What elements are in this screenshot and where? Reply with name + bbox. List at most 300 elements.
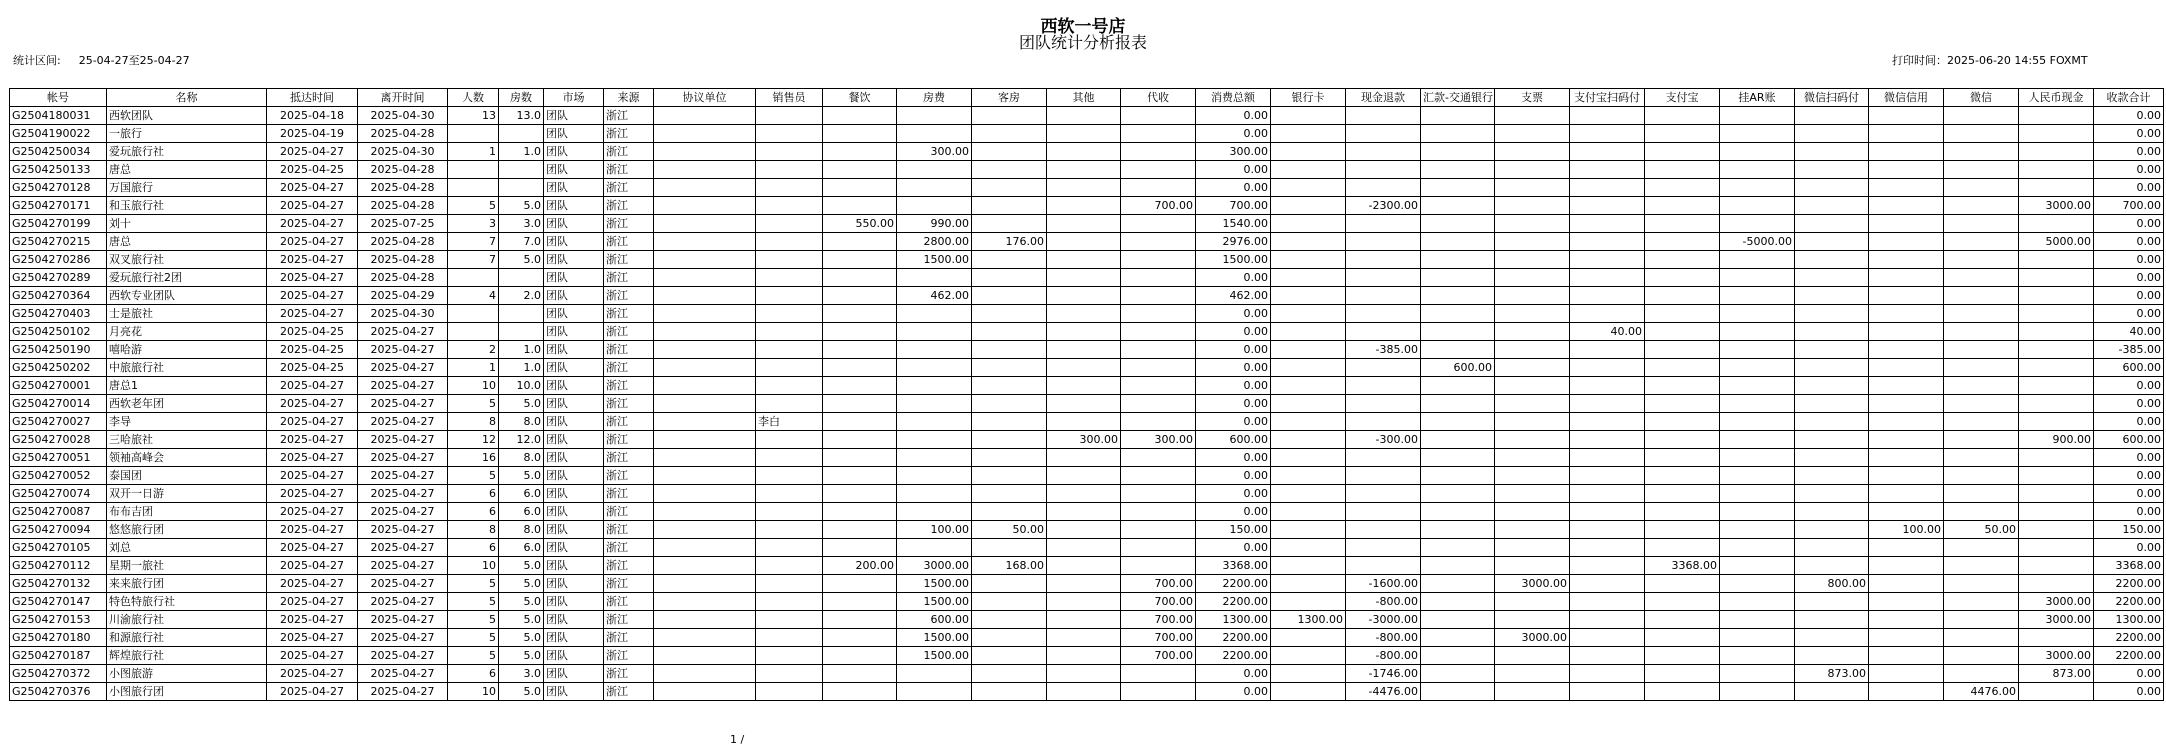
table-cell: 550.00 xyxy=(823,215,897,233)
table-cell xyxy=(1346,323,1421,341)
table-cell xyxy=(1944,305,2019,323)
table-cell: G2504250133 xyxy=(10,161,107,179)
table-cell: 0.00 xyxy=(2094,233,2164,251)
table-row xyxy=(10,557,2164,575)
table-cell: 3000.00 xyxy=(2019,593,2094,611)
column-header: 微信扫码付 xyxy=(1795,89,1869,107)
table-cell xyxy=(897,413,972,431)
table-cell xyxy=(823,287,897,305)
table-cell: 2200.00 xyxy=(2094,629,2164,647)
table-cell: 0.00 xyxy=(2094,161,2164,179)
table-cell xyxy=(972,593,1047,611)
table-cell xyxy=(1570,359,1645,377)
table-cell xyxy=(1720,251,1795,269)
table-cell xyxy=(654,449,756,467)
table-cell xyxy=(2019,107,2094,125)
table-cell: 2976.00 xyxy=(1196,233,1271,251)
table-cell: G2504270051 xyxy=(10,449,107,467)
table-cell: 浙江 xyxy=(604,557,654,575)
table-cell xyxy=(1271,647,1346,665)
table-cell xyxy=(1047,179,1121,197)
table-cell xyxy=(2019,413,2094,431)
table-cell xyxy=(756,107,823,125)
table-cell xyxy=(1645,395,1720,413)
table-cell: 700.00 xyxy=(1121,611,1196,629)
table-cell: 0.00 xyxy=(2094,503,2164,521)
table-cell xyxy=(1795,125,1869,143)
table-cell: 2200.00 xyxy=(1196,575,1271,593)
table-cell: 2025-04-27 xyxy=(358,521,448,539)
table-cell xyxy=(756,431,823,449)
table-cell: 0.00 xyxy=(1196,683,1271,701)
table-cell xyxy=(1421,233,1495,251)
table-cell xyxy=(1570,539,1645,557)
table-cell xyxy=(972,359,1047,377)
table-cell: 1500.00 xyxy=(897,575,972,593)
table-cell: 浙江 xyxy=(604,413,654,431)
table-cell xyxy=(823,341,897,359)
table-cell: G2504270001 xyxy=(10,377,107,395)
table-cell xyxy=(1495,233,1570,251)
table-cell xyxy=(897,485,972,503)
table-cell xyxy=(1869,107,1944,125)
table-cell xyxy=(1495,251,1570,269)
table-cell xyxy=(654,287,756,305)
table-cell: 2025-04-27 xyxy=(358,485,448,503)
table-row xyxy=(10,575,2164,593)
table-cell: 2025-04-29 xyxy=(358,287,448,305)
table-cell: 13 xyxy=(448,107,499,125)
table-cell xyxy=(756,341,823,359)
table-cell xyxy=(1495,125,1570,143)
table-cell xyxy=(1570,197,1645,215)
table-cell: 873.00 xyxy=(1795,665,1869,683)
table-cell: 6.0 xyxy=(499,503,544,521)
table-cell xyxy=(1570,143,1645,161)
table-cell: 小图旅行团 xyxy=(107,683,267,701)
table-row xyxy=(10,683,2164,701)
table-cell xyxy=(1495,413,1570,431)
table-cell: 团队 xyxy=(544,575,604,593)
table-cell: 浙江 xyxy=(604,431,654,449)
table-cell xyxy=(1570,377,1645,395)
table-cell xyxy=(972,413,1047,431)
table-cell: 团队 xyxy=(544,521,604,539)
table-cell: 2025-04-28 xyxy=(358,125,448,143)
table-cell: 8.0 xyxy=(499,413,544,431)
table-cell: 3000.00 xyxy=(2019,611,2094,629)
table-cell xyxy=(972,647,1047,665)
table-cell xyxy=(972,269,1047,287)
table-cell xyxy=(756,215,823,233)
table-cell: 700.00 xyxy=(1121,647,1196,665)
table-cell xyxy=(2019,125,2094,143)
table-cell: G2504250102 xyxy=(10,323,107,341)
table-cell xyxy=(1346,413,1421,431)
table-cell xyxy=(2019,449,2094,467)
table-cell: 士是旅社 xyxy=(107,305,267,323)
table-cell xyxy=(1495,269,1570,287)
table-cell: 2025-04-27 xyxy=(267,575,358,593)
table-cell xyxy=(1795,161,1869,179)
table-cell: 2025-04-27 xyxy=(358,647,448,665)
table-cell xyxy=(1047,467,1121,485)
table-cell xyxy=(1869,665,1944,683)
table-cell xyxy=(1869,143,1944,161)
table-cell xyxy=(654,593,756,611)
table-cell xyxy=(1047,395,1121,413)
table-cell xyxy=(1944,251,2019,269)
table-cell: 2025-04-27 xyxy=(267,233,358,251)
table-cell xyxy=(1346,395,1421,413)
table-cell xyxy=(1944,467,2019,485)
table-cell xyxy=(1121,377,1196,395)
table-cell xyxy=(2019,287,2094,305)
table-cell xyxy=(1869,575,1944,593)
table-cell xyxy=(823,611,897,629)
table-cell xyxy=(1795,359,1869,377)
table-cell xyxy=(654,683,756,701)
table-cell: 0.00 xyxy=(1196,449,1271,467)
table-cell xyxy=(1421,575,1495,593)
period-label: 统计区间: xyxy=(13,54,61,67)
table-cell: 4 xyxy=(448,287,499,305)
table-cell xyxy=(823,125,897,143)
table-cell xyxy=(1495,377,1570,395)
table-cell: 40.00 xyxy=(2094,323,2164,341)
table-cell xyxy=(1047,143,1121,161)
table-cell: 团队 xyxy=(544,323,604,341)
table-cell: 浙江 xyxy=(604,377,654,395)
table-cell: -385.00 xyxy=(2094,341,2164,359)
table-cell xyxy=(1271,665,1346,683)
table-cell: 团队 xyxy=(544,125,604,143)
table-cell xyxy=(1271,251,1346,269)
table-cell xyxy=(1869,629,1944,647)
table-cell xyxy=(2019,557,2094,575)
table-cell: 1 xyxy=(448,359,499,377)
table-cell: 2200.00 xyxy=(2094,575,2164,593)
table-cell: 2025-04-27 xyxy=(267,683,358,701)
table-cell xyxy=(897,107,972,125)
table-cell xyxy=(1047,683,1121,701)
table-cell xyxy=(756,305,823,323)
table-cell xyxy=(823,521,897,539)
table-cell: G2504270074 xyxy=(10,485,107,503)
table-cell xyxy=(1570,485,1645,503)
table-cell xyxy=(1795,431,1869,449)
table-cell: 一旅行 xyxy=(107,125,267,143)
table-cell xyxy=(823,683,897,701)
table-cell xyxy=(823,467,897,485)
table-cell xyxy=(972,251,1047,269)
table-cell xyxy=(654,521,756,539)
table-cell: 团队 xyxy=(544,539,604,557)
table-cell: 2025-04-27 xyxy=(358,683,448,701)
table-cell: 浙江 xyxy=(604,683,654,701)
table-cell: 5 xyxy=(448,467,499,485)
table-cell xyxy=(1421,593,1495,611)
table-row xyxy=(10,197,2164,215)
table-cell xyxy=(1047,161,1121,179)
table-cell: 0.00 xyxy=(1196,539,1271,557)
table-cell xyxy=(1645,575,1720,593)
table-cell: 2025-04-27 xyxy=(267,629,358,647)
table-cell xyxy=(756,179,823,197)
table-cell xyxy=(2019,179,2094,197)
table-cell xyxy=(1495,647,1570,665)
table-cell xyxy=(1346,557,1421,575)
table-cell xyxy=(1869,125,1944,143)
table-cell xyxy=(756,143,823,161)
table-cell xyxy=(1421,107,1495,125)
table-cell xyxy=(756,377,823,395)
table-cell xyxy=(823,665,897,683)
table-cell xyxy=(972,395,1047,413)
table-cell xyxy=(823,323,897,341)
table-cell: 团队 xyxy=(544,377,604,395)
table-cell: 3368.00 xyxy=(1196,557,1271,575)
table-cell: 2025-04-27 xyxy=(267,485,358,503)
table-cell: 8.0 xyxy=(499,521,544,539)
table-cell: 0.00 xyxy=(2094,395,2164,413)
table-cell xyxy=(1944,413,2019,431)
table-cell xyxy=(1495,611,1570,629)
table-cell xyxy=(1944,323,2019,341)
table-cell xyxy=(1720,485,1795,503)
table-cell xyxy=(2019,683,2094,701)
table-cell: 0.00 xyxy=(1196,359,1271,377)
table-cell xyxy=(2019,215,2094,233)
table-cell xyxy=(1421,287,1495,305)
table-cell: 团队 xyxy=(544,503,604,521)
table-cell xyxy=(1869,179,1944,197)
table-cell xyxy=(448,125,499,143)
table-cell xyxy=(1944,485,2019,503)
table-cell: 2025-04-27 xyxy=(267,647,358,665)
table-cell: 0.00 xyxy=(2094,485,2164,503)
table-cell xyxy=(1944,593,2019,611)
table-cell xyxy=(1944,647,2019,665)
table-cell xyxy=(1570,521,1645,539)
table-cell xyxy=(1570,305,1645,323)
table-cell xyxy=(1047,269,1121,287)
table-cell xyxy=(1047,125,1121,143)
table-cell: 2025-04-27 xyxy=(358,449,448,467)
table-cell xyxy=(1720,683,1795,701)
table-cell: 5.0 xyxy=(499,683,544,701)
table-cell xyxy=(1271,179,1346,197)
table-cell xyxy=(972,611,1047,629)
table-cell: G2504180031 xyxy=(10,107,107,125)
table-cell xyxy=(654,395,756,413)
table-cell: 团队 xyxy=(544,467,604,485)
table-cell xyxy=(1720,269,1795,287)
table-cell: 0.00 xyxy=(1196,179,1271,197)
table-cell: 1.0 xyxy=(499,359,544,377)
table-cell: 2025-04-25 xyxy=(267,323,358,341)
table-cell: 2025-04-27 xyxy=(358,557,448,575)
table-cell xyxy=(1570,107,1645,125)
table-cell xyxy=(823,179,897,197)
table-cell xyxy=(1869,485,1944,503)
table-cell xyxy=(756,323,823,341)
table-cell: 浙江 xyxy=(604,269,654,287)
table-cell xyxy=(972,377,1047,395)
table-cell xyxy=(1271,125,1346,143)
table-cell xyxy=(1944,143,2019,161)
table-cell: 三哈旅社 xyxy=(107,431,267,449)
table-cell: 7 xyxy=(448,251,499,269)
table-cell xyxy=(972,503,1047,521)
table-cell: 唐总 xyxy=(107,161,267,179)
table-cell xyxy=(1645,161,1720,179)
table-cell xyxy=(756,683,823,701)
table-cell: G2504270087 xyxy=(10,503,107,521)
table-cell xyxy=(972,161,1047,179)
table-cell xyxy=(1421,395,1495,413)
table-cell xyxy=(1795,341,1869,359)
table-cell: 团队 xyxy=(544,629,604,647)
table-cell xyxy=(2019,269,2094,287)
table-cell xyxy=(1495,521,1570,539)
table-cell xyxy=(1795,557,1869,575)
table-cell: G2504270094 xyxy=(10,521,107,539)
table-cell: 8.0 xyxy=(499,449,544,467)
table-cell: 0.00 xyxy=(2094,449,2164,467)
table-cell: 浙江 xyxy=(604,233,654,251)
column-header: 支付宝扫码付 xyxy=(1570,89,1645,107)
table-row xyxy=(10,323,2164,341)
table-cell: 1300.00 xyxy=(2094,611,2164,629)
table-cell xyxy=(756,161,823,179)
table-cell: 2.0 xyxy=(499,287,544,305)
table-cell xyxy=(1869,341,1944,359)
table-cell: 2025-04-25 xyxy=(267,341,358,359)
table-cell xyxy=(1720,611,1795,629)
table-cell xyxy=(1121,521,1196,539)
table-cell xyxy=(1720,413,1795,431)
table-cell: 5.0 xyxy=(499,557,544,575)
table-cell: 2025-04-30 xyxy=(358,107,448,125)
table-cell xyxy=(1421,521,1495,539)
table-cell: 团队 xyxy=(544,179,604,197)
table-cell xyxy=(1944,557,2019,575)
table-cell xyxy=(1720,323,1795,341)
table-cell xyxy=(654,269,756,287)
table-cell xyxy=(1720,647,1795,665)
table-cell xyxy=(1869,611,1944,629)
table-cell xyxy=(1944,503,2019,521)
table-row xyxy=(10,449,2164,467)
table-cell xyxy=(1495,305,1570,323)
table-cell: 7 xyxy=(448,233,499,251)
table-cell xyxy=(1421,557,1495,575)
table-cell xyxy=(1495,161,1570,179)
table-cell: 4476.00 xyxy=(1944,683,2019,701)
column-header: 销售员 xyxy=(756,89,823,107)
table-cell xyxy=(1720,557,1795,575)
table-cell xyxy=(1645,287,1720,305)
table-cell: 200.00 xyxy=(823,557,897,575)
table-cell xyxy=(654,341,756,359)
table-cell: 6 xyxy=(448,665,499,683)
table-cell xyxy=(448,179,499,197)
table-cell xyxy=(1495,323,1570,341)
table-cell xyxy=(1795,521,1869,539)
table-cell xyxy=(972,683,1047,701)
table-cell xyxy=(1346,521,1421,539)
table-cell: 浙江 xyxy=(604,359,654,377)
table-row xyxy=(10,143,2164,161)
table-cell: 2025-04-27 xyxy=(267,377,358,395)
table-cell: 12 xyxy=(448,431,499,449)
period-value: 25-04-27至25-04-27 xyxy=(78,54,190,67)
table-cell xyxy=(1720,359,1795,377)
table-cell: 176.00 xyxy=(972,233,1047,251)
table-cell: -3000.00 xyxy=(1346,611,1421,629)
table-cell xyxy=(823,233,897,251)
table-cell xyxy=(1495,431,1570,449)
table-row xyxy=(10,341,2164,359)
table-cell: 2025-04-25 xyxy=(267,161,358,179)
table-cell: 1500.00 xyxy=(897,629,972,647)
table-cell: 0.00 xyxy=(2094,377,2164,395)
table-cell xyxy=(823,161,897,179)
table-cell: 团队 xyxy=(544,395,604,413)
table-cell xyxy=(1720,539,1795,557)
table-cell: 0.00 xyxy=(2094,215,2164,233)
table-cell: 和源旅行社 xyxy=(107,629,267,647)
table-cell xyxy=(1944,575,2019,593)
table-cell xyxy=(1121,161,1196,179)
table-cell: 5.0 xyxy=(499,575,544,593)
column-header: 汇款-交通银行 xyxy=(1421,89,1495,107)
table-cell xyxy=(756,197,823,215)
table-cell xyxy=(1421,161,1495,179)
table-cell xyxy=(1047,251,1121,269)
table-cell xyxy=(1346,539,1421,557)
table-cell xyxy=(654,431,756,449)
table-cell: G2504270180 xyxy=(10,629,107,647)
table-cell xyxy=(1271,287,1346,305)
table-cell: 团队 xyxy=(544,341,604,359)
table-cell xyxy=(1047,575,1121,593)
table-cell xyxy=(897,305,972,323)
table-cell xyxy=(1271,197,1346,215)
table-cell: 0.00 xyxy=(2094,107,2164,125)
table-cell xyxy=(1869,323,1944,341)
table-cell xyxy=(756,611,823,629)
column-header: 抵达时间 xyxy=(267,89,358,107)
table-cell: 462.00 xyxy=(897,287,972,305)
table-cell: 5.0 xyxy=(499,467,544,485)
table-cell xyxy=(1421,125,1495,143)
table-cell xyxy=(1271,683,1346,701)
table-cell xyxy=(1495,557,1570,575)
table-cell: 2025-04-27 xyxy=(267,197,358,215)
table-cell xyxy=(1645,107,1720,125)
table-cell xyxy=(1047,287,1121,305)
table-cell xyxy=(823,395,897,413)
table-cell: 873.00 xyxy=(2019,665,2094,683)
table-cell: 8 xyxy=(448,413,499,431)
table-cell xyxy=(2019,305,2094,323)
table-cell xyxy=(1047,305,1121,323)
table-row xyxy=(10,413,2164,431)
table-cell xyxy=(1795,611,1869,629)
table-cell xyxy=(1720,107,1795,125)
